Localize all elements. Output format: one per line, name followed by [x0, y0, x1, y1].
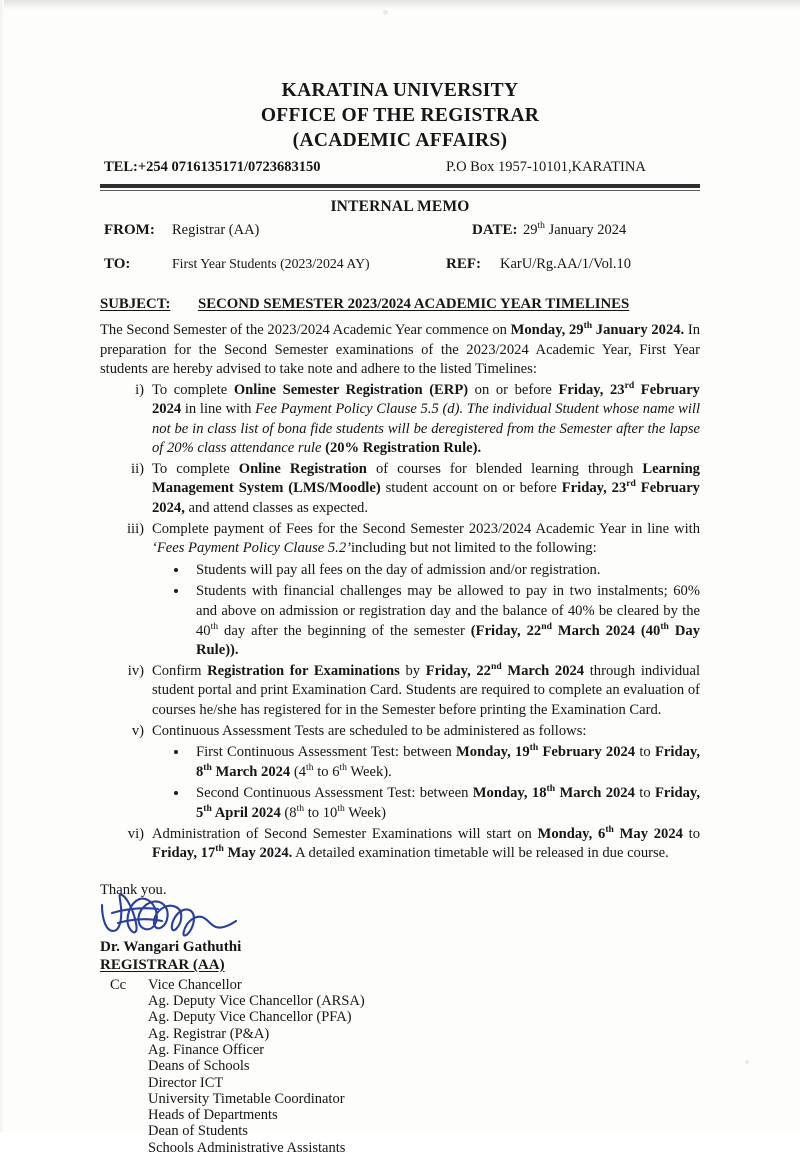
- cc-recipient: Dean of Students: [148, 1123, 248, 1140]
- bullet-item: Second Continuous Assessment Test: between Monday, 18th March 2024 to Friday, 5th April 2024 (8th to 10th Week): [152, 784, 700, 823]
- letterhead: [100, 0, 700, 153]
- cc-recipient: University Timetable Coordinator: [148, 1090, 345, 1107]
- signature-stroke-icon: [98, 889, 248, 945]
- university-name: KARATINA UNIVERSITY: [281, 80, 519, 101]
- list-item-i: i) To complete Online Semester Registration (ERP) on or before Friday, 23rd February 2024 in line with Fee Payment Policy Clause 5.5 (d). The individual Student whose name will not be in class list of bona fide students will be deregistered from the Semester after the lapse of 20% class attendance rule (20% Registration Rule).: [100, 381, 700, 459]
- telephone-text: TEL:+254 0716135171/0723683150: [104, 159, 321, 175]
- cc-recipient: Ag. Registrar (P&A): [148, 1025, 270, 1042]
- bullet-dot-icon: [174, 791, 178, 795]
- from-label: FROM:: [104, 222, 155, 238]
- cc-recipient: Schools Administrative Assistants: [148, 1139, 346, 1156]
- fees-bullet-list: [152, 561, 700, 661]
- thanks-text: Thank you.: [100, 881, 167, 898]
- signature: [100, 895, 700, 939]
- date-value: 29th January 2024: [523, 220, 627, 238]
- cc-label: Cc: [110, 976, 127, 993]
- postal-address-text: P.O Box 1957-10101,KARATINA: [446, 159, 646, 175]
- bullet-item: First Continuous Assessment Test: between Monday, 19th February 2024 to Friday, 8th March 2024 (4th to 6th Week).: [152, 743, 700, 782]
- list-item-ii: ii) To complete Online Registration of courses for blended learning through Learning Management System (LMS/Moodle) student account on or before Friday, 23rd February 2024, and attend classes as expected.: [100, 460, 700, 519]
- list-marker: vi): [127, 825, 144, 842]
- cc-block: [100, 977, 700, 1156]
- to-ref-row: [100, 256, 700, 278]
- date-label: DATE:: [472, 222, 518, 238]
- department-name: (ACADEMIC AFFAIRS): [292, 130, 508, 151]
- cc-recipient: Heads of Departments: [148, 1107, 278, 1124]
- list-marker: ii): [131, 460, 144, 477]
- timelines-list: [100, 381, 700, 864]
- bullet-item: Students with financial challenges may be allowed to pay in two instalments; 60% and above on admission or registration day and the balance of 40% be cleared by the 40th day after the beginning of the semester (Friday, 22nd March 2024 (40th Day Rule)).: [152, 582, 700, 660]
- list-marker: iii): [126, 520, 144, 537]
- ref-value: KarU/Rg.AA/1/Vol.10: [500, 256, 632, 272]
- scan-left-edge: [0, 0, 4, 1132]
- cc-recipient: Vice Chancellor: [148, 976, 242, 993]
- bullet-item: Students will pay all fees on the day of admission and/or registration.: [152, 561, 700, 581]
- list-item-v: v) Continuous Assessment Tests are scheduled to be administered as follows: First Continuous Assessment Test: between Monday, 19th February 2024 to Friday, 8th March 2024 (4th to 6th Week). Second Continuous Assessment Test: between Monday, 18th March 2024 to Friday, 5th April 2024 (8th to 10th Week): [100, 722, 700, 824]
- list-marker: iv): [127, 662, 144, 679]
- list-marker: v): [131, 722, 144, 739]
- to-label: TO:: [104, 256, 131, 272]
- header-rule-thin: [100, 190, 700, 192]
- cc-recipient: Ag. Finance Officer: [148, 1041, 265, 1058]
- from-date-row: [100, 222, 700, 244]
- cc-recipient-list: [100, 977, 700, 1156]
- scan-speck: [745, 1060, 749, 1064]
- bullet-dot-icon: [174, 568, 178, 572]
- list-item-iii: iii) Complete payment of Fees for the Second Semester 2023/2024 Academic Year in line with ‘Fees Payment Policy Clause 5.2’including but not limited to the following: Students will pay all fees on the day of admission and/or registration. Students with financial challenges may be allowed to pay in two instalments; 60% and above on admission or registration day and the balance of 40% be cleared by the 40th day after the beginning of the semester (Friday, 22nd March 2024 (40th Day Rule)).: [100, 520, 700, 661]
- signer-title: REGISTRAR (AA): [100, 956, 225, 973]
- subject-value: SECOND SEMESTER 2023/2024 ACADEMIC YEAR TIMELINES: [198, 296, 630, 312]
- cc-recipient: Ag. Deputy Vice Chancellor (ARSA): [148, 993, 365, 1010]
- memo-title: INTERNAL MEMO: [330, 198, 470, 215]
- ref-label: REF:: [446, 256, 481, 272]
- header-rule-thick: [100, 184, 700, 188]
- contact-row: [100, 159, 700, 179]
- to-value: First Year Students (2023/2024 AY): [172, 256, 370, 271]
- cat-bullet-list: [152, 743, 700, 823]
- cc-recipient: Deans of Schools: [148, 1058, 250, 1075]
- cc-recipient: Ag. Deputy Vice Chancellor (PFA): [148, 1009, 352, 1026]
- subject-row: [100, 296, 700, 318]
- bullet-dot-icon: [174, 589, 178, 593]
- office-name: OFFICE OF THE REGISTRAR: [260, 105, 540, 126]
- list-item-iv: iv) Confirm Registration for Examinations by Friday, 22nd March 2024 through individual student portal and print Examination Card. Students are required to complete an evaluation of courses he/she has registered for in the Semester before printing the Examination Card.: [100, 662, 700, 721]
- list-marker: i): [135, 381, 144, 398]
- subject-label: SUBJECT:: [100, 296, 171, 312]
- from-value: Registrar (AA): [172, 222, 260, 238]
- bullet-dot-icon: [174, 750, 178, 754]
- signer-name: Dr. Wangari Gathuthi: [100, 938, 242, 955]
- intro-paragraph: The Second Semester of the 2023/2024 Academic Year commence on Monday, 29th January 2024. In preparation for the Second Semester examinations of the 2023/2024 Academic Year, First Year students are hereby advised to take note and adhere to the listed Timelines:: [100, 320, 701, 377]
- document-body: [100, 0, 700, 1156]
- list-item-vi: vi) Administration of Second Semester Examinations will start on Monday, 6th May 2024 to Friday, 17th May 2024. A detailed examination timetable will be released in due course.: [100, 825, 700, 864]
- cc-recipient: Director ICT: [148, 1074, 224, 1091]
